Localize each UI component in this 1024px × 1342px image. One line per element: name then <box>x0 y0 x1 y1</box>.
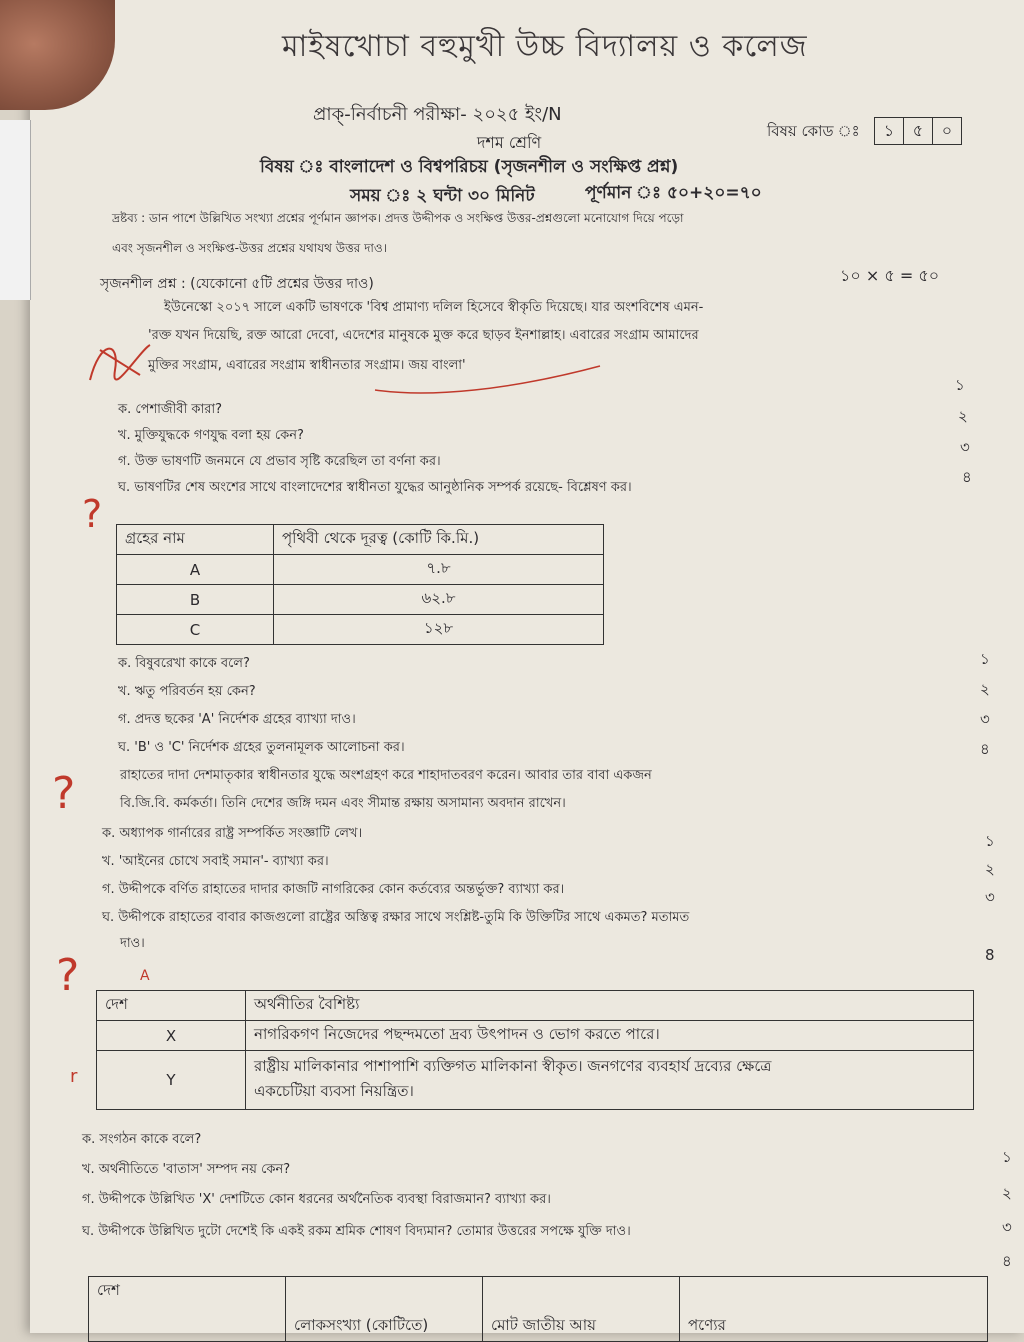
question-mark-annotation: ? <box>56 950 80 1001</box>
instruction-line-2: এবং সৃজনশীল ও সংক্ষিপ্ত-উত্তর প্রশ্নের যথাযথ উত্তর দাও। <box>112 241 387 255</box>
q4-mark-g: ৩ <box>1002 1218 1012 1236</box>
q2-mark-kh: ২ <box>980 680 990 698</box>
q1-part-gh: ঘ. ভাষণটির শেষ অংশের সাথে বাংলাদেশের স্বাধীনতা যুদ্ধের আনুষ্ঠানিক সম্পর্ক রয়েছে- বিশ্লেষণ কর। <box>118 480 632 495</box>
table-cell-line: রাষ্ট্রীয় মালিকানার পাশাপাশি ব্যক্তিগত মালিকানা স্বীকৃত। জনগণের ব্যবহার্য দ্রব্যের ক্ষেত্রে <box>254 1057 772 1075</box>
section-marks: ১০ × ৫ = ৫০ <box>840 266 940 285</box>
q1-part-k: ক. পেশাজীবী কারা? <box>118 402 223 417</box>
table-cell: নাগরিকগণ নিজেদের পছন্দমতো দ্রব্য উৎপাদন ও ভোগ করতে পারে। <box>246 1021 974 1051</box>
q1-stem-line-2: 'রক্ত যখন দিয়েছি, রক্ত আরো দেবো, এদেশের মানুষকে মুক্ত করে ছাড়ব ইনশাল্লাহ। এবারের সংগ্রাম আমাদের <box>148 328 699 343</box>
q1-part-kh: খ. মুক্তিযুদ্ধকে গণযুদ্ধ বলা হয় কেন? <box>118 428 304 443</box>
table-header-row <box>97 991 974 1021</box>
table-row <box>117 615 604 645</box>
question-mark-annotation: ? <box>82 492 103 536</box>
table-header-row <box>89 1277 988 1342</box>
q3-mark-gh: 8 <box>985 946 995 964</box>
table-header-cell: অর্থনীতির বৈশিষ্ট্য <box>246 991 974 1021</box>
q3-part-g: গ. উদ্দীপকে বর্ণিত রাহাতের দাদার কাজটি নাগরিকের কোন কর্তব্যের অন্তর্ভুক্ত? ব্যাখ্যা কর। <box>102 882 565 897</box>
section-title: সৃজনশীল প্রশ্ন : (যেকোনো ৫টি প্রশ্নের উত্তর দাও) <box>100 276 374 292</box>
exam-time: সময় ঃ ২ ঘন্টা ৩০ মিনিট <box>350 186 535 206</box>
q1-part-g: গ. উক্ত ভাষণটি জনমনে যে প্রভাব সৃষ্টি করেছিল তা বর্ণনা কর। <box>118 454 441 469</box>
instruction-line-1: দ্রষ্টব্য : ডান পাশে উল্লিখিত সংখ্যা প্রশ্নের পূর্ণমান জ্ঞাপক। প্রদত্ত উদ্দীপক ও সংক্ষিপ্ত উত্তর-প্রশ্নগুলো মনোযোগ দিয়ে পড়ো <box>112 211 684 225</box>
question-mark-annotation: ? <box>52 768 76 819</box>
table-header-cell: মোট জাতীয় আয় <box>483 1277 680 1342</box>
table-cell: ১২৮ <box>274 615 604 645</box>
table-header-cell: গ্রহের নাম <box>117 525 274 555</box>
red-scribble-icon <box>80 330 160 390</box>
table-row <box>117 555 604 585</box>
table-cell: Y <box>97 1051 246 1110</box>
subject-code-digit: ০ <box>941 121 953 140</box>
table-row <box>97 1051 974 1110</box>
q3-mark-k: ১ <box>985 832 995 850</box>
q4-part-k: ক. সংগঠন কাকে বলে? <box>82 1132 202 1147</box>
q3-mark-kh: ২ <box>985 860 995 878</box>
table-cell: X <box>97 1021 246 1051</box>
table-row <box>117 585 604 615</box>
q2-part-g: গ. প্রদত্ত ছকের 'A' নির্দেশক গ্রহের ব্যাখ্যা দাও। <box>118 712 356 727</box>
q1-mark-k: ১ <box>955 376 965 394</box>
q2-part-kh: খ. ঋতু পরিবর্তন হয় কেন? <box>118 684 256 699</box>
q4-part-g: গ. উদ্দীপকে উল্লিখিত 'X' দেশটিতে কোন ধরনের অর্থনৈতিক ব্যবস্থা বিরাজমান? ব্যাখ্যা কর। <box>82 1192 551 1207</box>
red-underline-icon <box>370 360 610 400</box>
table-cell: A <box>117 555 274 585</box>
q1-stem-line-1: ইউনেস্কো ২০১৭ সালে একটি ভাষণকে 'বিশ্ব প্রামাণ্য দলিল হিসেবে স্বীকৃতি দিয়েছে। যার অংশবিশেষ এমন- <box>164 300 704 315</box>
q3-stem-line-2: বি.জি.বি. কর্মকর্তা। তিনি দেশের জঙ্গি দমন এবং সীমান্ত রক্ষায় অসামান্য অবদান রাখেন। <box>120 796 566 811</box>
table-header-cell: পৃথিবী থেকে দূরত্ব (কোটি কি.মি.) <box>274 525 604 555</box>
table-cell: ৭.৮ <box>274 555 604 585</box>
q3-part-gh-line-1: ঘ. উদ্দীপকে রাহাতের বাবার কাজগুলো রাষ্ট্রের অস্তিত্ব রক্ষার সাথে সংশ্লিষ্ট-তুমি কি উক্তিটির সাথে একমত? মতামত <box>102 910 690 925</box>
q3-part-k: ক. অধ্যাপক গার্নারের রাষ্ট্র সম্পর্কিত সংজ্ঞাটি লেখ। <box>102 826 363 841</box>
table-cell-line: একচেটিয়া ব্যবসা নিয়ন্ত্রিত। <box>254 1082 414 1100</box>
q4-mark-k: ১ <box>1002 1148 1012 1166</box>
table-header-cell: দেশ <box>89 1277 286 1342</box>
q1-mark-kh: ২ <box>958 407 968 425</box>
table-header-row <box>117 525 604 555</box>
q3-stem-line-1: রাহাতের দাদা দেশমাতৃকার স্বাধীনতার যুদ্ধে অংশগ্রহণ করে শাহাদাতবরণ করেন। আবার তার বাবা একজন <box>120 768 652 783</box>
subject-code-digit: ৫ <box>904 118 933 144</box>
table-cell: ৬২.৮ <box>274 585 604 615</box>
q2-part-gh: ঘ. 'B' ও 'C' নির্দেশক গ্রহের তুলনামূলক আলোচনা কর। <box>118 740 405 755</box>
class-name: দশম শ্রেণি <box>477 133 542 152</box>
subject-code-box <box>874 117 962 145</box>
q1-mark-gh: ৪ <box>962 468 972 486</box>
subject-code-label: বিষয় কোড ঃ <box>767 122 860 140</box>
q5-table <box>88 1276 988 1342</box>
q1-mark-g: ৩ <box>960 438 970 456</box>
q4-mark-kh: ২ <box>1002 1184 1012 1202</box>
table-cell: C <box>117 615 274 645</box>
table-row <box>97 1021 974 1051</box>
background-paper-strip <box>0 120 31 300</box>
q3-mark-g: ৩ <box>985 888 995 906</box>
q4-mark-gh: ৪ <box>1002 1252 1012 1270</box>
q3-part-gh-line-2: দাও। <box>120 936 145 951</box>
table-header-cell: পণ্যের <box>680 1277 988 1342</box>
table-cell: B <box>117 585 274 615</box>
q2-mark-k: ১ <box>980 650 990 668</box>
full-marks: পূর্ণমান ঃ ৫০+২০=৭০ <box>585 183 762 203</box>
side-mark-annotation: r <box>70 1066 78 1087</box>
q4-part-kh: খ. অর্থনীতিতে 'বাতাস' সম্পদ নয় কেন? <box>82 1162 291 1177</box>
letter-a-annotation: A <box>140 968 150 984</box>
q2-mark-g: ৩ <box>980 710 990 728</box>
q2-mark-gh: ৪ <box>980 740 990 758</box>
exam-title: প্রাক্-নির্বাচনী পরীক্ষা- ২০২৫ ইং/N <box>313 104 562 125</box>
q4-economy-table <box>96 990 974 1110</box>
school-name: মাইষখোচা বহুমুখী উচ্চ বিদ্যালয় ও কলেজ <box>282 29 808 64</box>
table-cell <box>246 1051 974 1110</box>
q3-part-kh: খ. 'আইনের চোখে সবাই সমান'- ব্যাখ্যা কর। <box>102 854 329 869</box>
q2-planet-table <box>116 524 604 645</box>
subject-code-digit: ১ <box>875 118 904 144</box>
q2-part-k: ক. বিষুবরেখা কাকে বলে? <box>118 656 250 671</box>
table-header-cell: লোকসংখ্যা (কোটিতে) <box>286 1277 483 1342</box>
table-header-cell: দেশ <box>97 991 246 1021</box>
subject-line: বিষয় ঃ বাংলাদেশ ও বিশ্বপরিচয় (সৃজনশীল ও সংক্ষিপ্ত প্রশ্ন) <box>260 157 679 177</box>
q4-part-gh: ঘ. উদ্দীপকে উল্লিখিত দুটো দেশেই কি একই রকম শ্রমিক শোষণ বিদ্যমান? তোমার উত্তরের সপক্ষে যুক্তি দাও। <box>82 1224 631 1239</box>
q1-stem-line-3: মুক্তির সংগ্রাম, এবারের সংগ্রাম স্বাধীনতার সংগ্রাম। জয় বাংলা' <box>148 358 466 373</box>
exam-paper <box>30 0 1024 1333</box>
